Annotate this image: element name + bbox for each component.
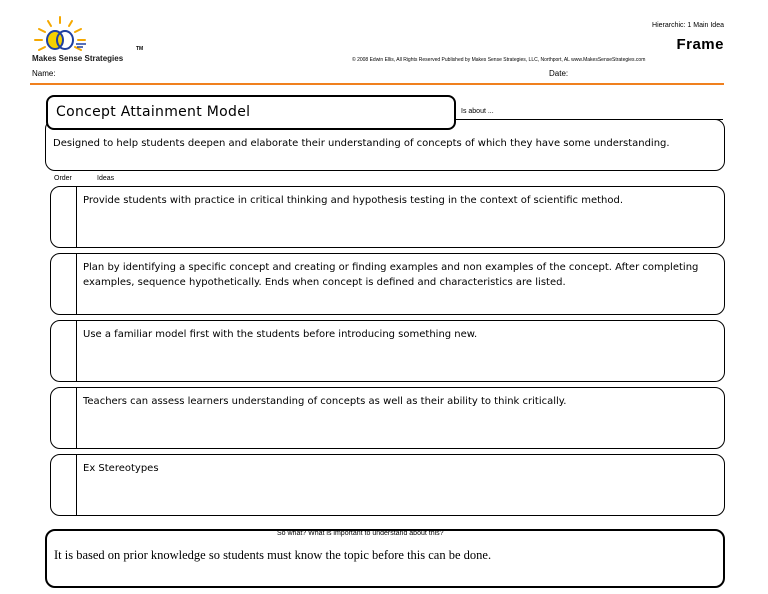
so-what-text: It is based on prior knowledge so students must know the topic before this can be done. xyxy=(54,548,492,562)
copyright-line: © 2008 Edwin Ellis, All Rights Reserved Published by Makes Sense Strategies, LLC, Northport, AL www.MakesSenseStrategies.com xyxy=(352,57,646,63)
is-about-underline xyxy=(459,119,723,120)
so-what-box xyxy=(45,529,725,588)
ideas-column-header: Ideas xyxy=(97,175,115,182)
idea-row xyxy=(50,454,725,516)
idea-row xyxy=(50,186,725,248)
order-divider xyxy=(76,388,77,448)
so-what-label: So what? What is important to understand about this? xyxy=(277,530,444,537)
is-about-text: Designed to help students deepen and elaborate their understanding of concepts of which they have some understanding. xyxy=(53,138,670,149)
idea-text: Plan by identifying a specific concept and creating or finding examples and non examples of the concept. After completing examples, sequence hypothetically. Ends when concept is defined and characteristics are listed. xyxy=(83,262,699,288)
order-column-header: Order xyxy=(54,175,72,182)
order-divider xyxy=(76,321,77,381)
idea-text: Ex Stereotypes xyxy=(83,463,159,474)
idea-row xyxy=(50,387,725,449)
sun-venn-logo-icon xyxy=(30,14,100,54)
frame-title: Frame xyxy=(676,36,724,53)
brand-name: Makes Sense Strategies xyxy=(32,54,124,63)
idea-text: Use a familiar model first with the students before introducing something new. xyxy=(83,329,478,340)
is-about-label: Is about ... xyxy=(461,108,494,115)
topic-title: Concept Attainment Model xyxy=(56,104,251,120)
header-divider xyxy=(30,83,724,85)
topic-title-box xyxy=(46,95,456,130)
trademark-mark: TM xyxy=(136,46,144,52)
idea-row xyxy=(50,320,725,382)
date-label: Date: xyxy=(549,69,569,78)
idea-row xyxy=(50,253,725,315)
idea-text: Provide students with practice in critical thinking and hypothesis testing in the context of scientific method. xyxy=(83,195,624,206)
order-divider xyxy=(76,187,77,247)
idea-text: Teachers can assess learners understanding of concepts as well as their ability to think critically. xyxy=(83,396,567,407)
name-label: Name: xyxy=(32,69,56,78)
order-divider xyxy=(76,455,77,515)
order-divider xyxy=(76,254,77,314)
hierarchy-label: Hierarchic: 1 Main Idea xyxy=(652,22,724,29)
